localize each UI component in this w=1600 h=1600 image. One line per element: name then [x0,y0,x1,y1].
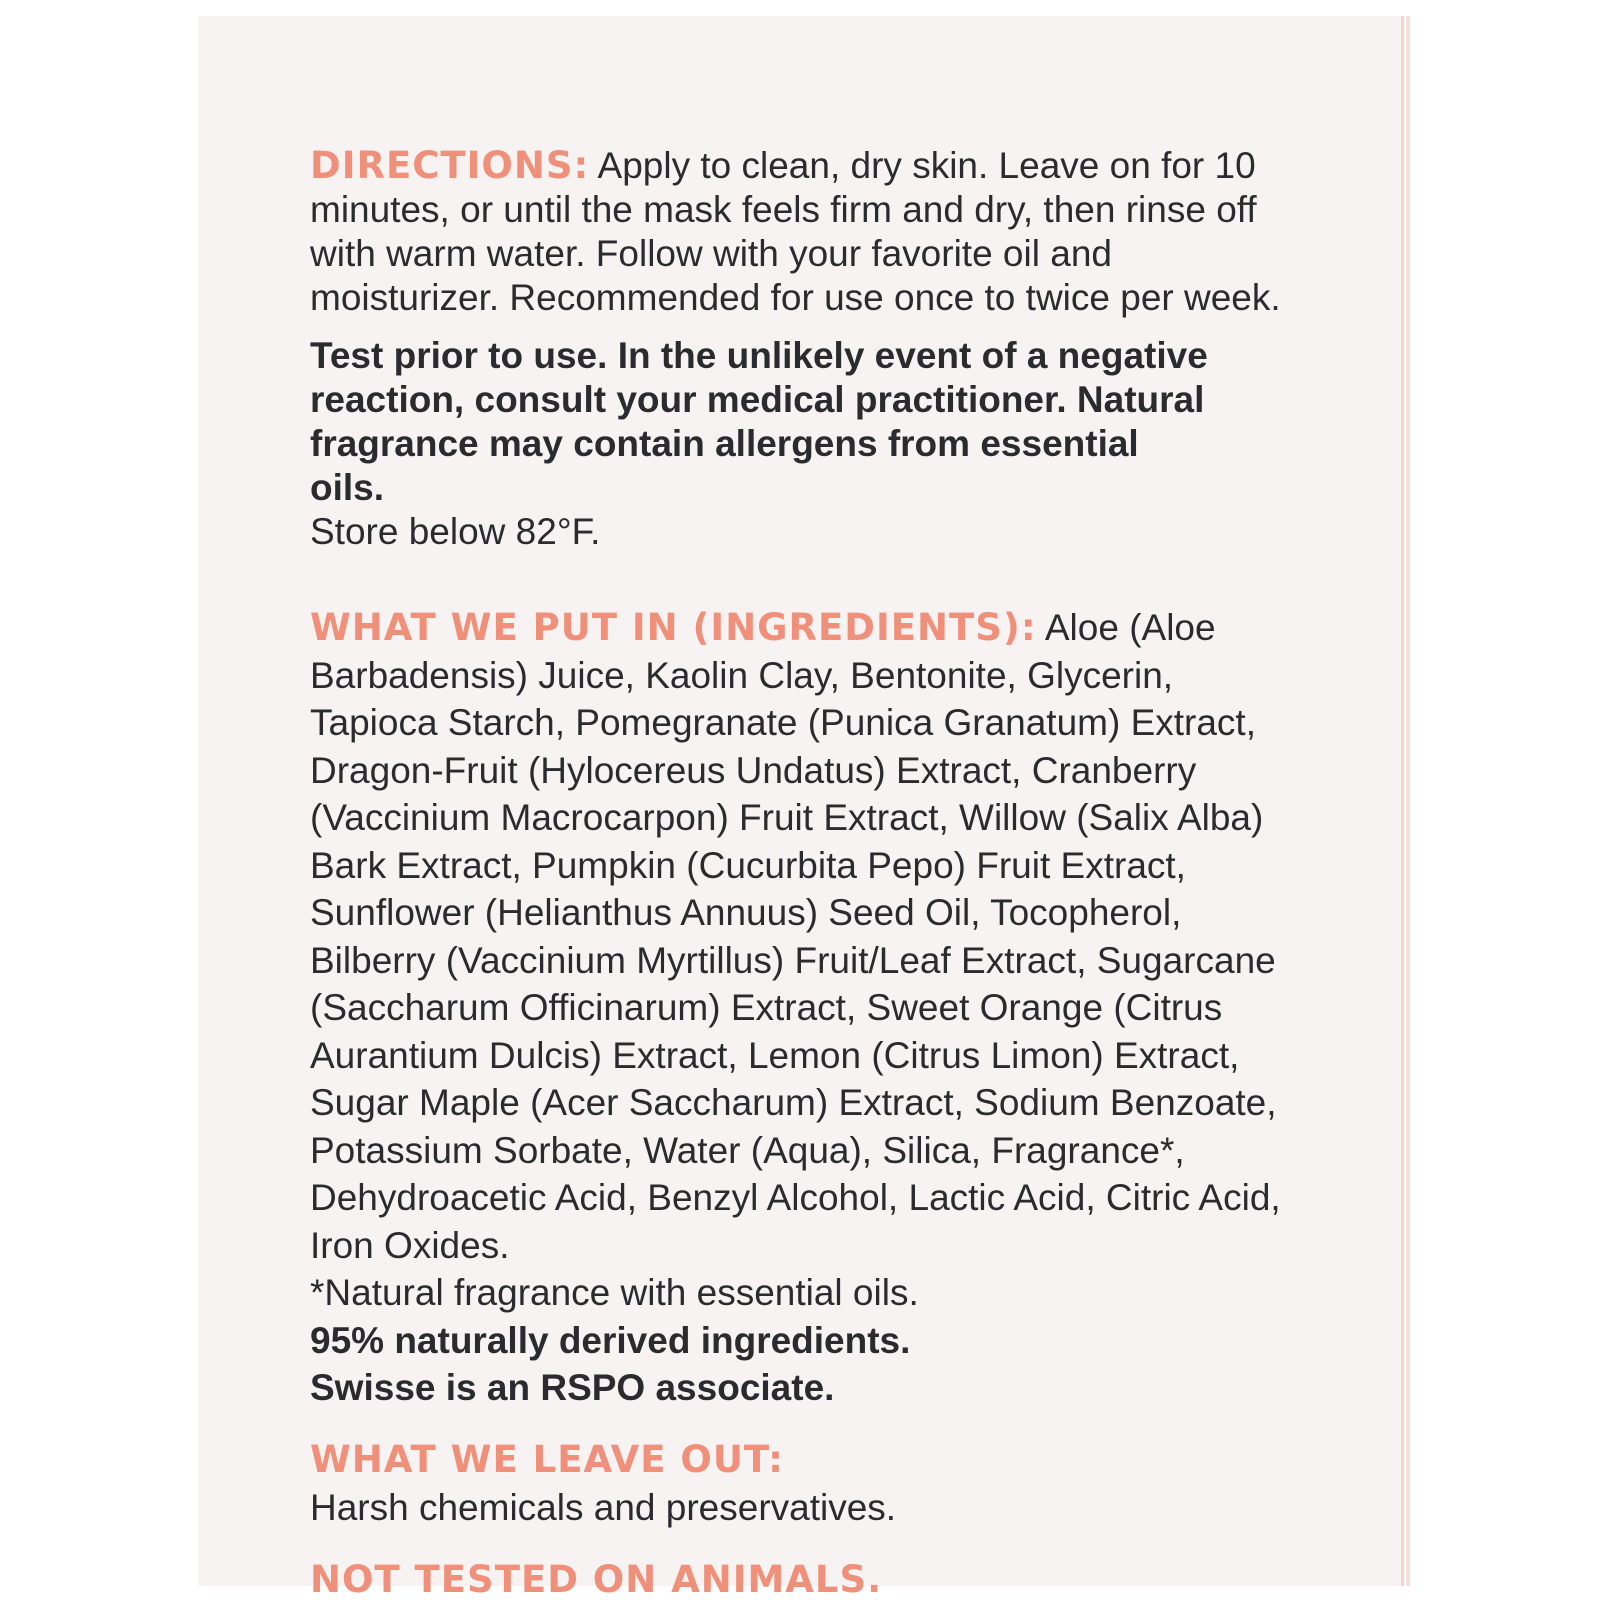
label-panel [198,16,1404,1600]
ingredients-heading: WHAT WE PUT IN (INGREDIENTS): [310,606,1037,649]
directions-text: Apply to clean, dry skin. Leave on for 10 minutes, or until the mask feels firm and dry, then rinse off with warm water. Follow with your favorite oil and moisturizer. Recommended for use once to twice per week. [310,145,1281,318]
leave-out-heading: WHAT WE LEAVE OUT: [310,1437,784,1481]
panel-edge [1406,16,1410,1586]
leave-out-section [310,1436,1310,1532]
warning-text: Test prior to use. In the unlikely event of a negative reaction, consult your medical practitioner. Natural fragrance may contain allergens from essential oils. [310,335,1208,508]
directions-section [310,144,1310,320]
ingredients-section [310,604,1310,1317]
not-tested-statement: NOT TESTED ON ANIMALS. [310,1557,883,1600]
directions-heading: DIRECTIONS: [310,144,590,187]
warning-section [310,334,1210,554]
rspo-claim: Swisse is an RSPO associate. [310,1367,835,1408]
leave-out-text: Harsh chemicals and preservatives. [310,1486,897,1528]
storage-text: Store below 82°F. [310,511,601,552]
ingredients-text: Aloe (Aloe Barbadensis) Juice, Kaolin Clay, Bentonite, Glycerin, Tapioca Starch, Pomegranate (Punica Granatum) Extract, Dragon-Fruit (Hylocereus Undatus) Extract, Cranberry (Vaccinium Macrocarpon) Fruit Extract, Willow (Salix Alba) Bark Extract, Pumpkin (Cucurbita Pepo) Fruit Extract, Sunflower (Helianthus Annuus) Seed Oil, Tocopherol, Bilberry (Vaccinium Myrtillus) Fruit/Leaf Extract, Sugarcane (Saccharum Officinarum) Extract, Sweet Orange (Citrus Aurantium Dulcis) Extract, Lemon (Citrus Limon) Extract, Sugar Maple (Acer Saccharum) Extract, Sodium Benzoate, Potassium Sorbate, Water (Aqua), Silica, Fragrance*, Dehydroacetic Acid, Benzyl Alcohol, Lactic Acid, Citric Acid, Iron Oxides. [310,607,1281,1266]
not-tested-section [310,1558,1310,1600]
fragrance-footnote: *Natural fragrance with essential oils. [310,1272,919,1313]
natural-claim: 95% naturally derived ingredients. [310,1319,911,1361]
label-content [310,144,1310,1600]
claims-section [310,1317,1310,1412]
